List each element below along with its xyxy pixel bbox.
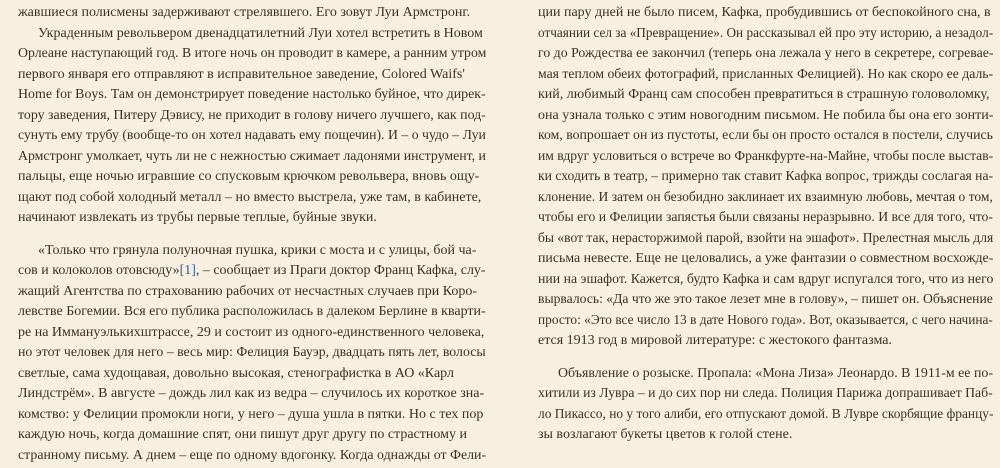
text-line: жавшиеся полисмены задерживают стрелявшего. Его зовут Луи Армстронг. (18, 5, 471, 20)
text-line: светлые, сама худощавая, довольно высокая, стенографистка в АО «Карл (18, 365, 454, 381)
text-line: просто: «Это все число 13 в дате Нового года». Вот, оказывается, с чего начина- (538, 312, 993, 328)
text-line: вырвалось: «Да что же это такое лезет мне в голову», – пишет он. Объяснение (538, 292, 993, 307)
text-line: она узнала только с этим новогодним письмом. Не побила бы она его зонти- (538, 107, 994, 123)
text-line: комство: у Фелиции промокли ноги, у него – душа ушла в пятки. Но с тех пор (18, 406, 484, 422)
text-line: Армстронг умолкает, чуть ли не с нежностью сжимает ладонями инструмент, и (18, 148, 486, 164)
text-line: ции пару дней не было писем, Кафка, пробудившись от беспокойного сна, в (538, 5, 991, 20)
text-line: Home for Boys. Там он демонстрирует поведение настолько буйное, что дирек- (18, 87, 486, 102)
text-line: им вдруг условиться о встрече во Франкфурте-на-Майне, чтобы после выстав- (538, 148, 994, 164)
text-line: ки сходить в театр, – примерно так ставит Кафка вопрос, трижды сослагая на- (538, 169, 994, 184)
text-line: чтобы его и Фелиции запястья были связаны неразрывно. И все для того, что- (538, 210, 993, 225)
text-line: Объявление о розыске. Пропала: «Мона Лиза» Леонардо. В 1911-м ее по- (558, 365, 993, 381)
text-line: каждую ночь, когда домашние спят, они пишут друг другу по страстному и (18, 427, 467, 442)
text-line: Орлеане наступающий год. В итоге ночь он проводит в камере, а ранним утром (18, 46, 487, 61)
text-line: клонение. И затем он безобидно заклинает их взаимную любовь, мечтая о том, (538, 189, 993, 205)
text-line: странному письму. А днем – еще по одному вдогонку. Когда однажды от Фели- (18, 447, 487, 463)
text-line: пальцы, еще ночью игравшие со спусковым крючком револьвера, вновь ощу- (18, 169, 480, 184)
text-line: письма невесте. Еще не целовались, а уже фантазии о совместном восхожде- (538, 251, 994, 266)
text-line: левстве Богемии. Вся его публика расположилась в далеком Берлине в кварти- (18, 304, 486, 319)
text-line (18, 261, 486, 282)
text-line: ком, вопрошает он из пустоты, если бы он просто остался в постели, случись (538, 128, 993, 143)
text-line: мая теплом обеих фотографий, присланных Фелицией). Но как скоро ее даль- (538, 66, 994, 82)
text-line: бы «вот так, нерасторжимой парой, взойти на эшафот». Прелестная мысль для (538, 230, 994, 246)
text-line: тору заведения, Питеру Дэвису, не приходит в голову ничего лучшего, как под- (18, 107, 486, 123)
text-line: первого января его отправляют в исправительное заведение, Colored Waifs' (18, 66, 465, 82)
text-line: ется 1913 год в мировой литературе: с жестокого фантазма. (538, 333, 892, 348)
text-line: зы возлагают букеты цветов к голой стене. (538, 427, 793, 442)
text-fragment: , – сообщает из Праги доктор Франц Кафка, слу- (195, 263, 486, 278)
text-line: Украденным револьвером двенадцатилетний Луи хотел встретить в Новом (38, 25, 483, 41)
text-line: сунуть ему трубу (вообще-то он хотел надавать ему пощечин). И – о чудо – Луи (18, 128, 486, 143)
text-fragment: сов и колоколов отовсюду» (18, 263, 180, 278)
text-line: «Только что грянула полуночная пушка, крики с моста и с улицы, бой ча- (38, 242, 477, 258)
footnote-link[interactable]: [1] (179, 263, 196, 278)
text-line: щают под собой холодный металл – но вместо выстрела, уже там, в кабинете, (18, 189, 482, 205)
text-line: хитили из Лувра – и до сих пор ни следа. Полиция Парижа допрашивает Паб- (538, 386, 993, 401)
text-line: кий, любимый Франц сам способен превратиться в страшную головоломку, (538, 87, 990, 102)
text-line: Линдстрём». В августе – дождь лил как из ведра – случилось их короткое зна- (18, 386, 485, 401)
text-line: но этот человек для него – весь мир: Фелиция Бауэр, двадцать пять лет, волосы (18, 345, 486, 360)
text-line: нии на эшафот. Кажется, будто Кафка и сам вдруг испугался того, что из него (538, 271, 994, 287)
text-line: начинают извлекать из трубы первые теплые, буйные звуки. (18, 210, 377, 225)
text-line: го до Рождества ее закончил (теперь она лежала у него в секретере, согревае- (538, 46, 994, 61)
text-line: жащий Агентства по страхованию рабочих от несчастных случаев при Коро- (18, 283, 478, 299)
text-line: ре на Иммануэлькихштрассе, 29 и состоит из одного-единственного человека, (18, 324, 485, 340)
text-line: отчаянии сел за «Превращение». Он рассказывал ей про эту историю, а незадол- (538, 25, 994, 41)
text-line: ло Пикассо, но у того алиби, его отпускают домой. В Лувре скорбящие францу- (538, 406, 994, 422)
